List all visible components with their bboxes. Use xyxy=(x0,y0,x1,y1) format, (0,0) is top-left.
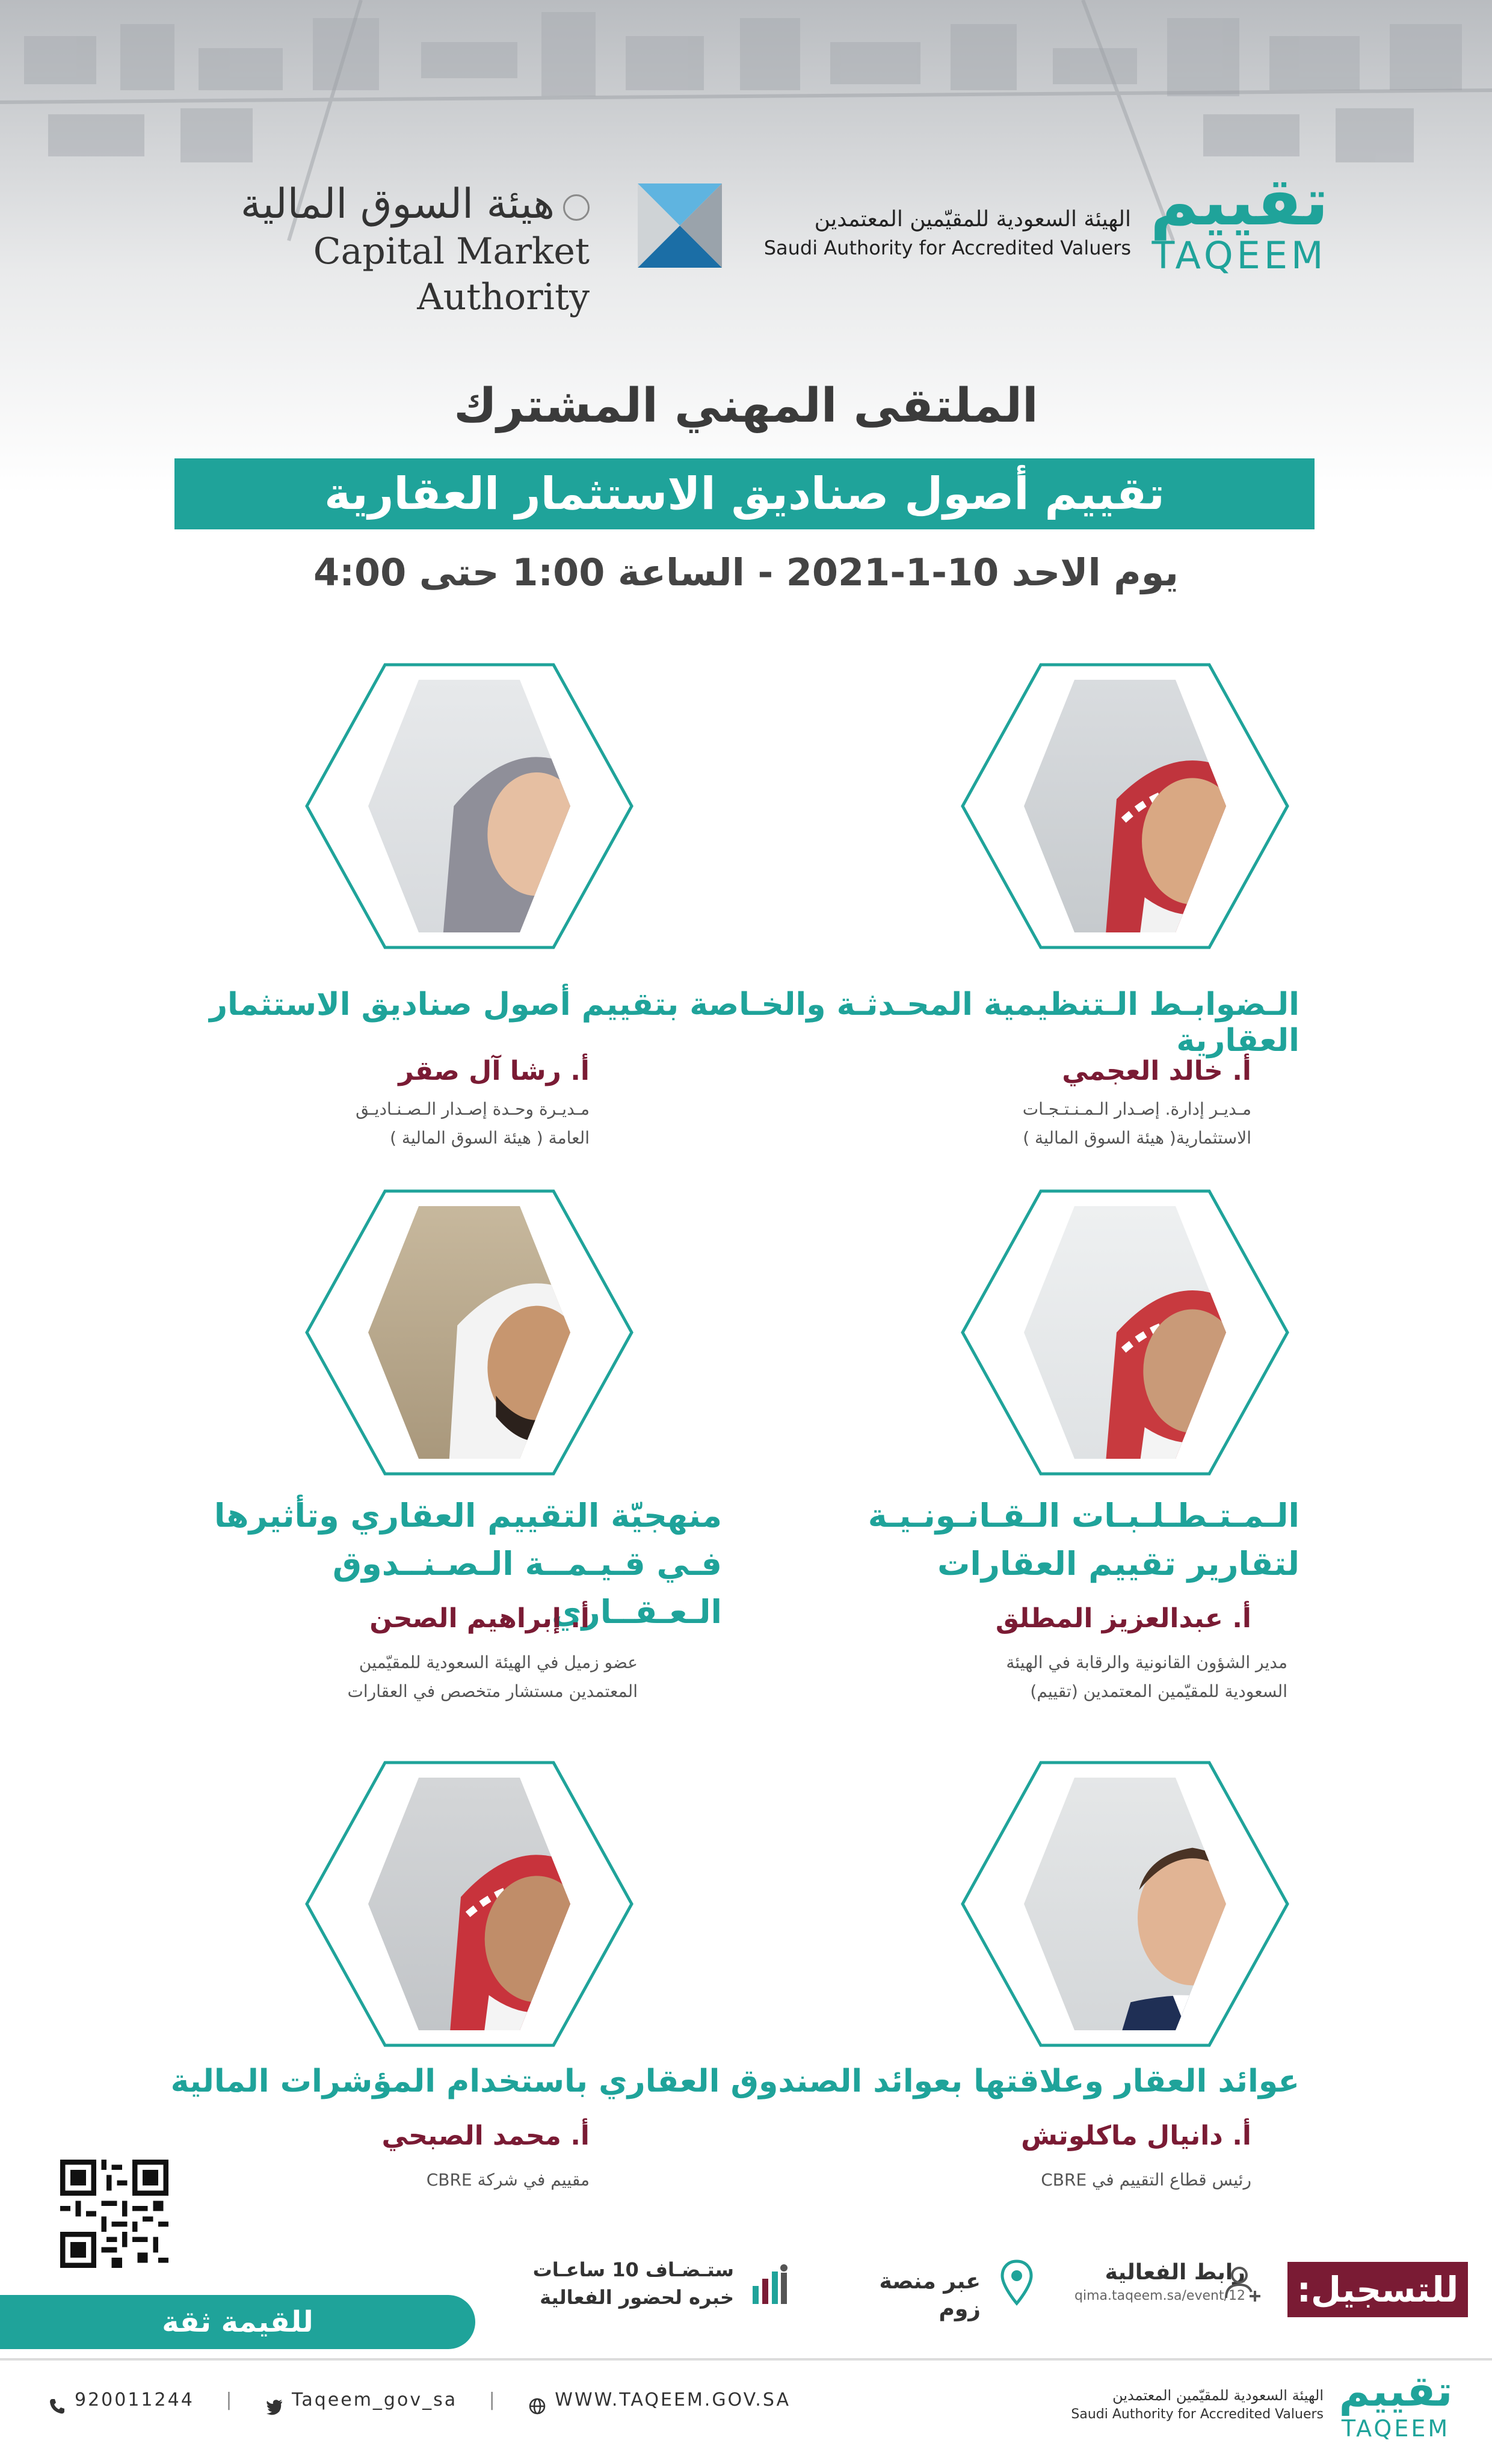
session-topic-line: لتقارير تقييم العقارات xyxy=(937,1545,1299,1583)
event-link-url[interactable]: qima.taqeem.sa/event/12 xyxy=(1074,2288,1245,2303)
hours-line-1: ستـضـاف 10 ساعـات xyxy=(532,2258,734,2281)
twitter-icon xyxy=(265,2392,283,2410)
event-link-label: رابط الفعالية xyxy=(1105,2260,1245,2285)
session-topic-line: فـي قـيـمــة الـصـنــدوق الـعـقــاري xyxy=(332,1545,722,1631)
speaker-photo-frame xyxy=(301,1185,638,1480)
location-pin-icon xyxy=(999,2259,1035,2307)
footer-divider xyxy=(0,2358,1492,2361)
slogan-bar: للقيمة ثقة xyxy=(0,2295,475,2349)
session-topic-line: الـمـتـطـلـبـات الـقـانـونـيـة xyxy=(868,1497,1299,1535)
cma-logo xyxy=(168,180,590,318)
twitter-handle[interactable]: Taqeem_gov_sa xyxy=(292,2389,458,2410)
speaker-name: أ. عبدالعزيز المطلق xyxy=(995,1603,1251,1634)
speaker-name: أ. دانيال ماكلوتش xyxy=(1021,2121,1251,2151)
speaker-photo-frame xyxy=(957,659,1293,953)
speaker-role-line: العامة ( هيئة السوق المالية ) xyxy=(390,1128,590,1148)
taqeem-logo-arabic: تقييم xyxy=(1150,163,1329,240)
speaker-name: أ. إبراهيم الصحن xyxy=(369,1603,590,1634)
footer-saav-text xyxy=(1071,2385,1324,2424)
contact-separator: | xyxy=(489,2389,497,2410)
speaker-role xyxy=(168,2166,590,2194)
session-topic xyxy=(818,1492,1299,1588)
speaker-role xyxy=(830,1095,1251,1153)
register-label: للتسجيل: xyxy=(1287,2262,1468,2317)
speaker-photo-frame xyxy=(301,1757,638,2051)
session-topic: عوائد العقار وعلاقتها بعوائد الصندوق العقاري باستخدام المؤشرات المالية xyxy=(170,2063,1299,2099)
speaker-name: أ. محمد الصبحي xyxy=(381,2121,590,2151)
speaker-role xyxy=(180,1648,638,1706)
taqeem-logo xyxy=(1143,163,1336,283)
add-user-icon xyxy=(1221,2262,1263,2304)
footer-taqeem-arabic: تقييم xyxy=(1339,2367,1453,2416)
audience-chart-icon xyxy=(749,2262,791,2307)
speaker-role-line: مـديـر إدارة. إصـدار الـمـنـتـجـات xyxy=(1022,1099,1251,1119)
hours-line-2: خبره لحضور الفعالية xyxy=(540,2286,734,2309)
platform-label: عبر منصة زوم xyxy=(879,2269,981,2321)
speaker-role-line: مـديـرة وحـدة إصـدار الـصـنـاديـق xyxy=(356,1099,590,1119)
speaker-role-line: رئيس قطاع التقييم في CBRE xyxy=(1041,2170,1251,2190)
event-date-time: يوم الاحد 10-1-2021 - الساعة 1:00 حتى 4:00 xyxy=(313,550,1179,594)
speaker-role xyxy=(168,1095,590,1153)
speaker-role xyxy=(830,1648,1287,1706)
speaker-name: أ. خالد العجمي xyxy=(1062,1056,1251,1086)
globe-icon xyxy=(528,2392,546,2410)
speaker-role-line: المعتمدين مستشار متخصص في العقارات xyxy=(347,1681,638,1701)
platform-info xyxy=(836,2268,981,2323)
saav-logo-text xyxy=(758,205,1131,271)
cma-name-arabic: هيئة السوق المالية xyxy=(240,180,555,228)
website-link[interactable]: WWW.TAQEEM.GOV.SA xyxy=(555,2389,791,2410)
session-topic-line: منهجيّة التقييم العقاري وتأثيرها xyxy=(214,1497,722,1535)
speaker-role-line: السعودية للمقيّمين المعتمدين (تقييم) xyxy=(1030,1681,1287,1701)
contact-separator: | xyxy=(226,2389,234,2410)
event-subtitle: تقييم أصول صناديق الاستثمار العقارية xyxy=(174,458,1315,529)
speaker-role-line: الاستثمارية( هيئة السوق المالية ) xyxy=(1023,1128,1251,1148)
event-title: الملتقى المهني المشترك xyxy=(454,379,1038,433)
hours-info xyxy=(517,2256,734,2311)
speaker-name: أ. رشا آل صقر xyxy=(398,1056,590,1086)
taqeem-logo-english: TAQEEM xyxy=(1151,233,1327,277)
footer-taqeem-english: TAQEEM xyxy=(1341,2415,1450,2442)
speaker-role-line: مدير الشؤون القانونية والرقابة في الهيئة xyxy=(1006,1652,1287,1672)
saav-name-arabic: الهيئة السعودية للمقيّمين المعتمدين xyxy=(814,207,1131,232)
footer-taqeem-logo xyxy=(1336,2367,1456,2451)
session-topic: الـضوابـط الـتنظيمية المحـدثـة والخـاصة بتقييم أصول صناديق الاستثمار العقارية xyxy=(209,987,1299,1059)
footer-saav-english: Saudi Authority for Accredited Valuers xyxy=(1071,2407,1324,2422)
saav-name-english: Saudi Authority for Accredited Valuers xyxy=(763,236,1131,259)
cma-seal-icon xyxy=(563,194,590,221)
event-link-info[interactable] xyxy=(1047,2259,1245,2306)
contact-bar xyxy=(48,2382,791,2418)
speaker-role-line: مقييم في شركة CBRE xyxy=(426,2170,590,2190)
cma-name-english: Capital Market Authority xyxy=(313,230,590,318)
saav-emblem-icon xyxy=(632,177,728,274)
speaker-role xyxy=(830,2166,1251,2194)
speaker-role-line: عضو زميل في الهيئة السعودية للمقيّمين xyxy=(359,1652,638,1672)
speaker-photo-frame xyxy=(957,1185,1293,1480)
speaker-photo-frame xyxy=(957,1757,1293,2051)
speaker-photo-frame xyxy=(301,659,638,953)
registration-qr-code[interactable] xyxy=(60,2160,168,2268)
footer-saav-arabic: الهيئة السعودية للمقيّمين المعتمدين xyxy=(1112,2387,1324,2404)
phone-number[interactable]: 920011244 xyxy=(75,2389,194,2410)
phone-icon xyxy=(48,2392,66,2410)
